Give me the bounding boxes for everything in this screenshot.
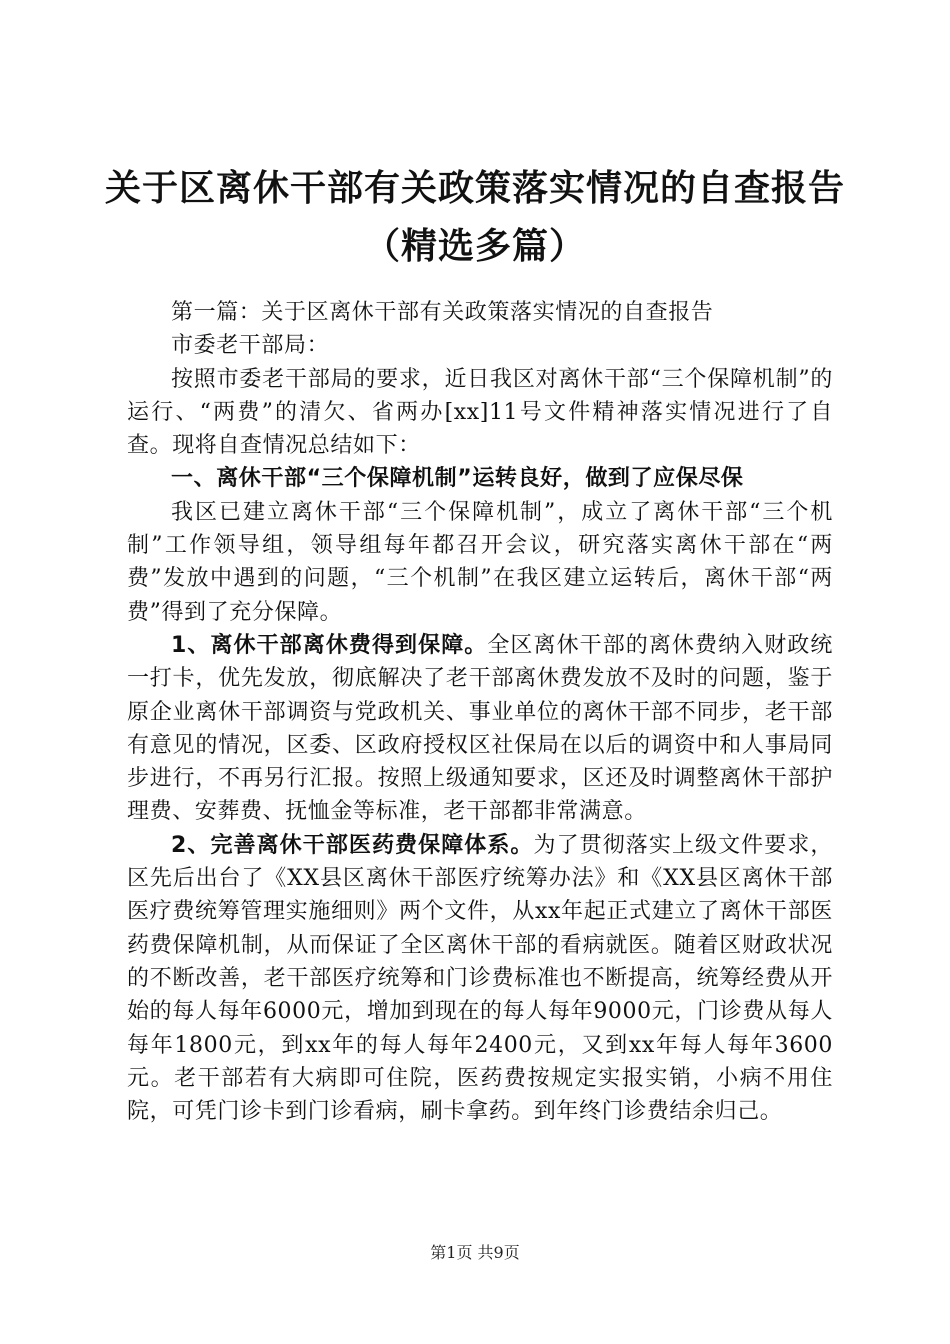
document-title: 关于区离休干部有关政策落实情况的自查报告 (104, 168, 845, 209)
subheading-pension: 1、离休干部离休费得到保障。 (171, 632, 488, 658)
body-paragraph: 我区已建立离休干部“三个保障机制”，成立了离休干部“三个机制”工作领导组，领导组每年都召开会议，研究落实离休干部在“两费”发放中遇到的问题，“三个机制”在我区建立运转后，离休干部“两费”得到了充分保障。 (127, 499, 833, 625)
paragraph-text: 全区离休干部的离休费纳入财政统一打卡，优先发放，彻底解决了老干部离休费发放不及时的问题，鉴于原企业离休干部调资与党政机关、事业单位的离休干部不同步，老干部有意见的情况，区委、区政府授权区社保局在以后的调资中和人事局同步进行，不再另行汇报。按照上级通知要求，区还及时调整离休干部护理费、安葬费、抚恤金等标准，老干部都非常满意。 (127, 632, 833, 825)
intro-paragraph: 按照市委老干部局的要求，近日我区对离休干部“三个保障机制”的运行、“两费”的清欠、省两办[xx]11号文件精神落实情况进行了自查。现将自查情况总结如下： (127, 366, 833, 459)
page-footer: 第1页 共9页 (430, 1243, 520, 1262)
paragraph-text: 为了贯彻落实上级文件要求，区先后出台了《XX县区离休干部医疗统筹办法》和《XX县区离休干部医疗费统筹管理实施细则》两个文件，从xx年起正式建立了离休干部医药费保障机制，从而保证了全区离休干部的看病就医。随着区财政状况的不断改善，老干部医疗统筹和门诊费标准也不断提高，统筹经费从开始的每人每年6000元，增加到现在的每人每年9000元，门诊费从每人每年1800元，到xx年的每人每年2400元，又到xx年每人每年3600元。老干部若有大病即可住院，医药费按规定实报实销，小病不用住院，可凭门诊卡到门诊看病，刷卡拿药。到年终门诊费结余归己。 (127, 832, 833, 1125)
document-subtitle: （精选多篇） (363, 226, 586, 267)
salutation-paragraph: 市委老干部局： (171, 333, 330, 359)
section-title-paragraph: 第一篇：关于区离休干部有关政策落实情况的自查报告 (171, 300, 714, 325)
body-paragraph-pension (127, 629, 833, 829)
section-heading-1: 一、离休干部“三个保障机制”运转良好，做到了应保尽保 (171, 466, 744, 492)
subheading-medical: 2、完善离休干部医药费保障体系。 (171, 832, 534, 858)
body-paragraph-medical (127, 829, 833, 1129)
document-body (127, 296, 833, 1128)
